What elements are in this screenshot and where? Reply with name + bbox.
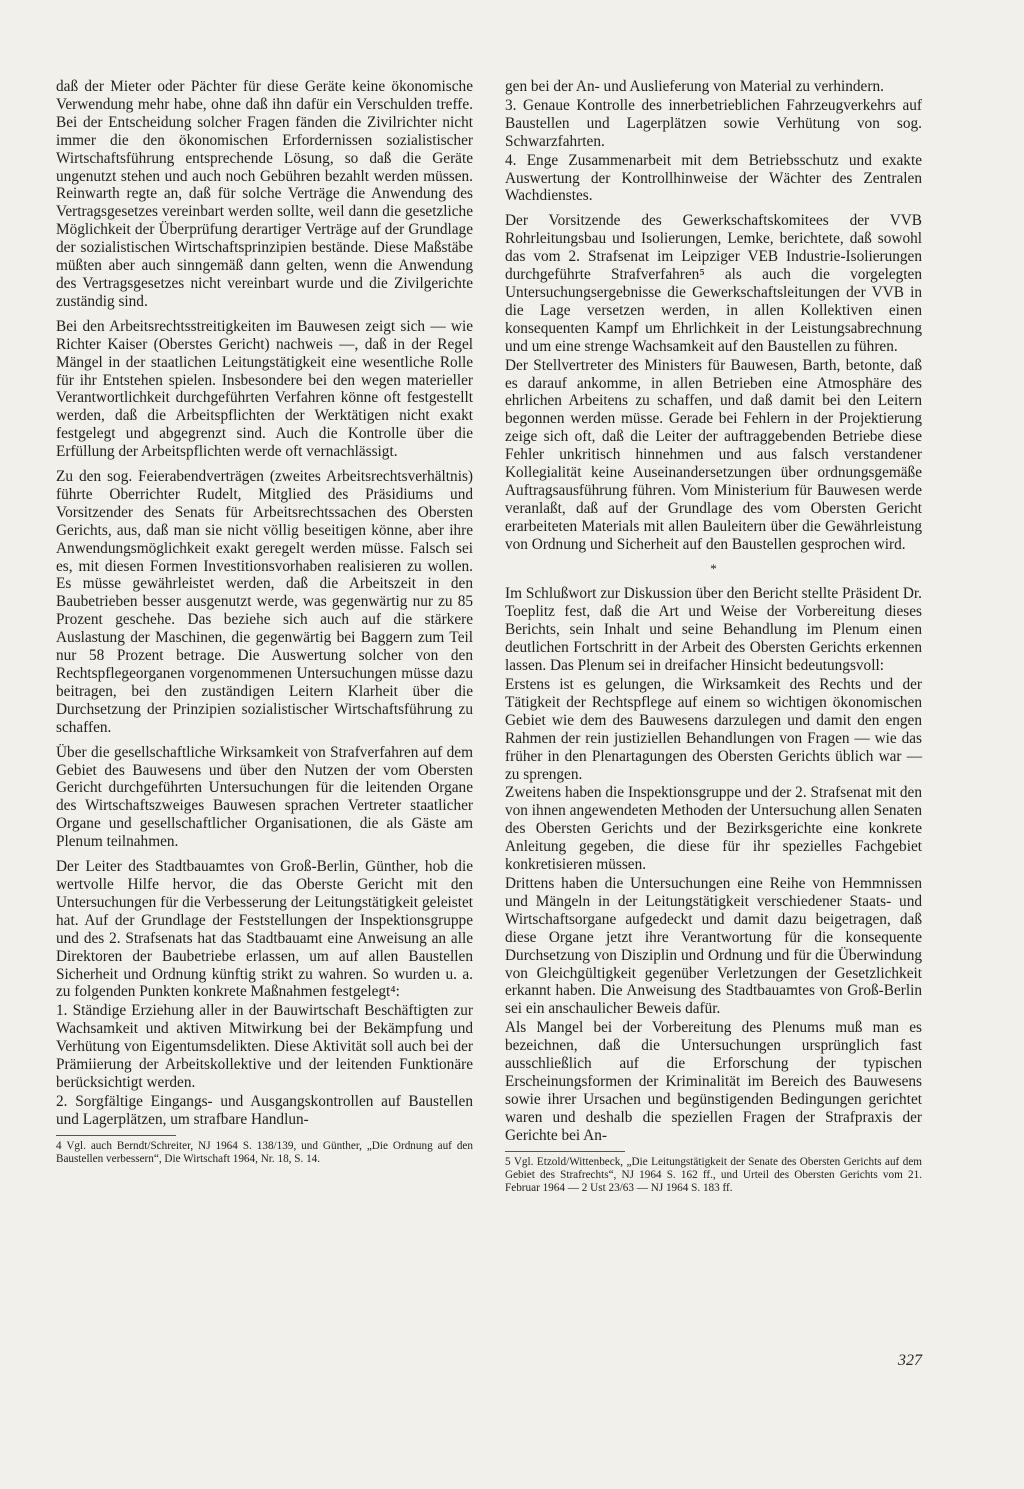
paragraph-secondly: Zweitens haben die Inspektionsgruppe und der 2. Strafsenat mit den von ihnen angewendeten Methoden der Untersuchung allen Senaten des Obersten Gerichts und der Bezirksgerichte eine konkrete Anleitung gegeben, die diese für ihr spezielles Fachgebiet konkretisieren müssen. bbox=[505, 784, 922, 874]
paragraph-firstly: Erstens ist es gelungen, die Wirksamkeit des Rechts und der Tätigkeit der Rechtspflege auf einem so wichtigen ökonomischen Gebiet wie dem des Bauwesens darzulegen und damit den engen Rahmen der rein justiziellen Behandlungen von Fragen — wie das früher in den Plenartagungen des Obersten Gerichts üblich war — zu sprengen. bbox=[505, 676, 922, 783]
paragraph-city-building-office: Der Leiter des Stadtbauamtes von Groß-Berlin, Günther, hob die wertvolle Hilfe hervor, die das Oberste Gericht mit den Untersuchungen für die Verbesserung der Leitungstätigkeit geleistet hat. Auf der Grundlage der Feststellungen der Inspektionsgruppe und des 2. Strafsenats hat das Stadtbauamt eine Anweisung an alle Direktoren der Baubetriebe erlassen, um auf allen Baustellen Sicherheit und Ordnung künftig strikt zu wahren. So wurden u. a. zu folgenden Punkten konkrete Maßnahmen festgelegt⁴: bbox=[56, 858, 473, 1001]
paragraph-after-hours-contracts: Zu den sog. Feierabendverträgen (zweites Arbeitsrechtsverhältnis) führte Oberrichter Rudelt, Mitglied des Präsidiums und Vorsitzender des Senats für Arbeitsrechtssachen des Obersten Gerichts, aus, daß man sie nicht völlig beseitigen könne, aber ihre Anwendungsmöglichkeit exakt geregelt werden müsse. Falsch sei es, mit diesen Formen Investitionsvorhaben realisieren zu wollen. Es müsse gewährleistet werden, daß die Arbeitszeit in den Baubetrieben besser ausgenutzt werde, was gegenwärtig nur zu 85 Prozent geschehe. Das beziehe sich auch auf die stärkere Auslastung der Maschinen, die gegenwärtig bei Baggern zum Teil nur 58 Prozent betrage. Die Auswertung solcher von den Rechtspflegeorganen vorgenommenen Untersuchungen müsse dazu beitragen, bei den zuständigen Leitern Klarheit über die Durchsetzung der Prinzipien sozialistischer Wirtschaftsführung zu schaffen. bbox=[56, 468, 473, 736]
list-item-1: 1. Ständige Erziehung aller in der Bauwirtschaft Beschäftigten zur Wachsamkeit und aktiven Mitwirkung bei der Bekämpfung und Verhütung von Eigentumsdelikten. Diese Aktivität soll auch bei der Prämiierung der Arbeitskollektive und der leitenden Funktionäre berücksichtigt werden. bbox=[56, 1002, 473, 1091]
paragraph-labor-disputes: Bei den Arbeitsrechtsstreitigkeiten im Bauwesen zeigt sich — wie Richter Kaiser (Oberstes Gericht) nachweis —, daß in der Regel Mängel in der staatlichen Leitungstätigkeit eine wesentliche Rolle für ihr Entstehen spielen. Insbesondere bei den wegen materieller Verantwortlichkeit durchgeführten Verfahren könne oft festgestellt werden, daß die Arbeitspflichten der Werktätigen nicht exakt festgelegt und abgegrenzt sind. Auch die Kontrolle über die Erfüllung der Arbeitspflichten werde oft vernachlässigt. bbox=[56, 317, 473, 461]
list-item-4: 4. Enge Zusammenarbeit mit dem Betriebsschutz und exakte Auswertung der Kontrollhinweise der Wächter des Zentralen Wachdienstes. bbox=[505, 151, 922, 205]
list-item-2-continued: gen bei der An- und Auslieferung von Material zu verhindern. bbox=[505, 78, 884, 95]
paragraph-union-committee: Der Vorsitzende des Gewerkschaftskomitees der VVB Rohrleitungsbau und Isolierungen, Lemke, berichtete, daß sowohl das vom 2. Strafsenat im Leipziger VEB Industrie-Isolierungen durchgeführte Strafverfahren⁵ als auch die vorgelegten Untersuchungsergebnisse die Gewerkschaftsleitungen der VVB in die Lage versetzen werden, in allen Kollektiven einen konsequenten Kampf um Ehrlichkeit in der Leistungsabrechnung und um eine strenge Wachsamkeit auf den Baustellen zu führen. bbox=[505, 212, 922, 355]
paragraph-thirdly: Drittens haben die Untersuchungen eine Reihe von Hemmnissen und Mängeln in der Leitungstätigkeit verschiedener Staats- und Wirtschaftsorgane aufgedeckt und damit dazu beigetragen, daß diese Organe jetzt ihre Verantwortung für die konsequente Durchsetzung von Disziplin und Ordnung und für die Überwindung von Gleichgültigkeit gegenüber Verletzungen der Gesetzlichkeit erkannt haben. Die Anweisung des Stadtbauamtes von Groß-Berlin sei ein anschaulicher Beweis dafür. bbox=[505, 874, 922, 1018]
page-number: 327 bbox=[898, 1352, 922, 1369]
paragraph-deputy-minister: Der Stellvertreter des Ministers für Bauwesen, Barth, betonte, daß es darauf ankomme, in allen Betrieben eine Atmosphäre des ehrlichen Arbeitens zu schaffen, und daß damit bei den Leitern begonnen werden müsse. Gerade bei Fehlern in der Projektierung zeige sich oft, daß die Leiter der auftraggebenden Betriebe diese Fehler unkritisch hinnehmen und aus falsch verstandener Kollegialität keine Auseinandersetzungen über ordnungsgemäße Auftragsausführung führen. Vom Ministerium für Bauwesen werde veranlaßt, daß auf der Grundlage des vom Obersten Gericht erarbeiteten Materials mit allen Bauleitern über die Gewährleistung von Ordnung und Sicherheit auf den Baustellen gesprochen wird. bbox=[505, 356, 922, 553]
right-column bbox=[505, 78, 922, 1195]
footnote-rule bbox=[505, 1151, 625, 1152]
list-item-2: 2. Sorgfältige Eingangs- und Ausgangskontrollen auf Baustellen und Lagerplätzen, um strafbare Handlun- bbox=[56, 1092, 473, 1128]
paragraph-social-effectiveness: Über die gesellschaftliche Wirksamkeit von Strafverfahren auf dem Gebiet des Bauwesens und über den Nutzen der vom Obersten Gericht durchgeführten Untersuchungen für die leitenden Organe des Wirtschaftszweiges Bauwesen sprachen Vertreter staatlicher Organe und gesellschaftlicher Organisationen, die als Gäste am Plenum teilnahmen. bbox=[56, 743, 473, 851]
footnote-5: 5 Vgl. Etzold/Wittenbeck, „Die Leitungstätigkeit der Senate des Obersten Gerichts auf dem Gebiet des Strafrechts“, NJ 1964 S. 162 ff., und Urteil des Obersten Gerichts vom 21. Februar 1964 — 2 Ust 23/63 — NJ 1964 S. 183 ff. bbox=[505, 1155, 922, 1194]
left-column bbox=[56, 78, 473, 1166]
section-separator: * bbox=[710, 560, 717, 576]
footnote-4: 4 Vgl. auch Berndt/Schreiter, NJ 1964 S. 138/139, und Günther, „Die Ordnung auf den Baustellen verbessern“, Die Wirtschaft 1964, Nr. 18, S. 14. bbox=[56, 1139, 473, 1165]
paragraph-closing-remarks: Im Schlußwort zur Diskussion über den Bericht stellte Präsident Dr. Toeplitz fest, daß die Art und Weise der Vorbereitung dieses Berichts, sein Inhalt und seine Behandlung im Plenum einen deutlichen Fortschritt in der Arbeit des Obersten Gerichts erkennen lassen. Das Plenum sei in dreifacher Hinsicht bedeutungsvoll: bbox=[505, 585, 922, 675]
paragraph-shortcoming: Als Mangel bei der Vorbereitung des Plenums muß man es bezeichnen, daß die Untersuchungen ursprünglich fast ausschließlich auf die Erforschung der typischen Erscheinungsformen der Kriminalität im Bereich des Bauwesens sowie ihrer Ursachen und begünstigenden Bedingungen gerichtet waren und deshalb die speziellen Fragen der Strafpraxis der Gerichte bei An- bbox=[505, 1019, 922, 1144]
paragraph-lease-contracts: daß der Mieter oder Pächter für diese Geräte keine ökonomische Verwendung mehr habe, ohne daß ihn dafür ein Verschulden treffe. Bei der Entscheidung solcher Fragen fänden die Zivilrichter nicht immer die den ökonomischen Erfordernissen sozialistischer Wirtschaftsführung entsprechende Lösung, so daß die Geräte ungenutzt stehen und auch noch Gebühren bezahlt werden müssen. Reinwarth regte an, daß für solche Verträge die Anwendung des Vertragsgesetzes vereinbart werden sollte, weil dann die gesetzliche Möglichkeit der Überprüfung derartiger Verträge auf der Grundlage der sozialistischen Wirtschaftsprinzipien bestände. Diese Maßstäbe müßten aber auch sinngemäß dann gelten, wenn die Anwendung des Vertragsgesetzes nicht vereinbart wurde und die Zivilgerichte zuständig sind. bbox=[56, 78, 473, 310]
footnote-rule bbox=[56, 1135, 176, 1136]
list-item-3: 3. Genaue Kontrolle des innerbetrieblichen Fahrzeugverkehrs auf Baustellen und Lagerplätzen sowie Verhütung von sog. Schwarzfahrten. bbox=[505, 96, 922, 150]
